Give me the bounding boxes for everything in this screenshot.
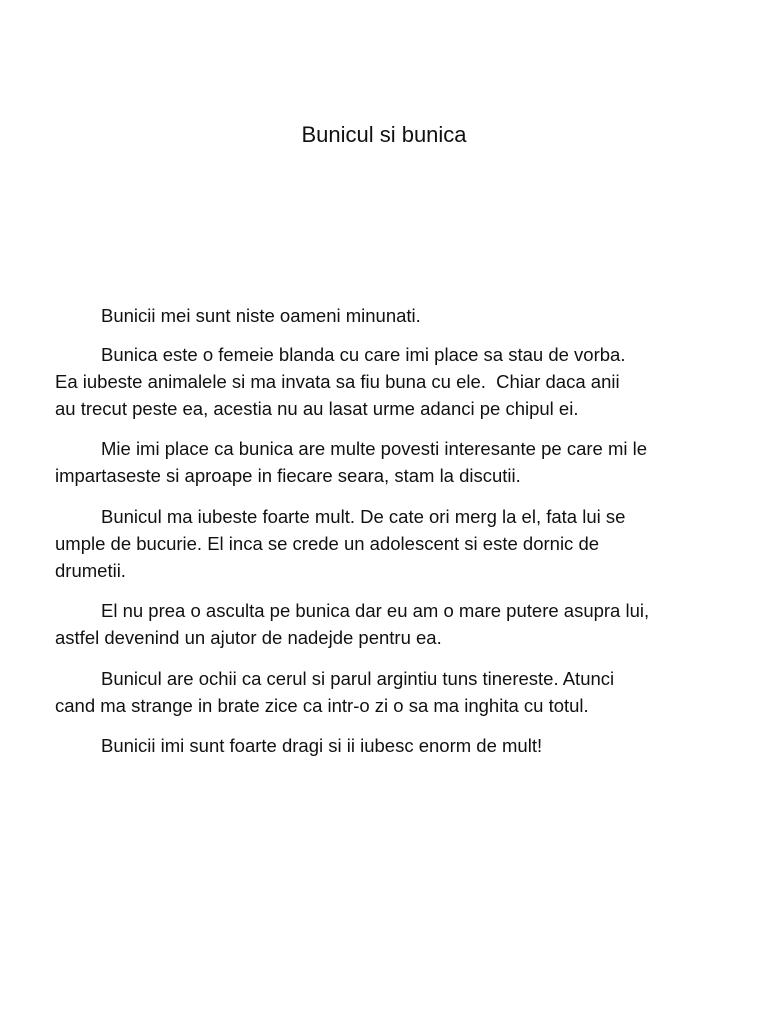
paragraph-6-line-1: Bunicul are ochii ca cerul si parul argintiu tuns tinereste. Atunci: [101, 668, 615, 689]
paragraph-2-line-3: au trecut peste ea, acestia nu au lasat urme adanci pe chipul ei.: [55, 398, 579, 419]
paragraph-3-line-1: Mie imi place ca bunica are multe povesti interesante pe care mi le: [101, 438, 648, 459]
paragraph-4-line-2: umple de bucurie. El inca se crede un adolescent si este dornic de: [55, 533, 600, 554]
paragraph-1-line-1: Bunicii mei sunt niste oameni minunati.: [101, 305, 421, 326]
paragraph-4-line-3: drumetii.: [55, 560, 126, 581]
paragraph-2-line-2: Ea iubeste animalele si ma invata sa fiu buna cu ele. Chiar daca anii: [55, 371, 620, 392]
paragraph-5-line-2: astfel devenind un ajutor de nadejde pentru ea.: [55, 627, 442, 648]
paragraph-5-line-1: El nu prea o asculta pe bunica dar eu am o mare putere asupra lui,: [101, 600, 650, 621]
document-title: Bunicul si bunica: [301, 122, 467, 147]
paragraph-2-line-1: Bunica este o femeie blanda cu care imi place sa stau de vorba.: [101, 344, 626, 365]
paragraph-7-line-1: Bunicii imi sunt foarte dragi si ii iubesc enorm de mult!: [101, 735, 543, 756]
paragraph-4-line-1: Bunicul ma iubeste foarte mult. De cate ori merg la el, fata lui se: [101, 506, 626, 527]
paragraph-3-line-2: impartaseste si aproape in fiecare seara, stam la discutii.: [55, 465, 521, 486]
paragraph-6-line-2: cand ma strange in brate zice ca intr-o zi o sa ma inghita cu totul.: [55, 695, 589, 716]
